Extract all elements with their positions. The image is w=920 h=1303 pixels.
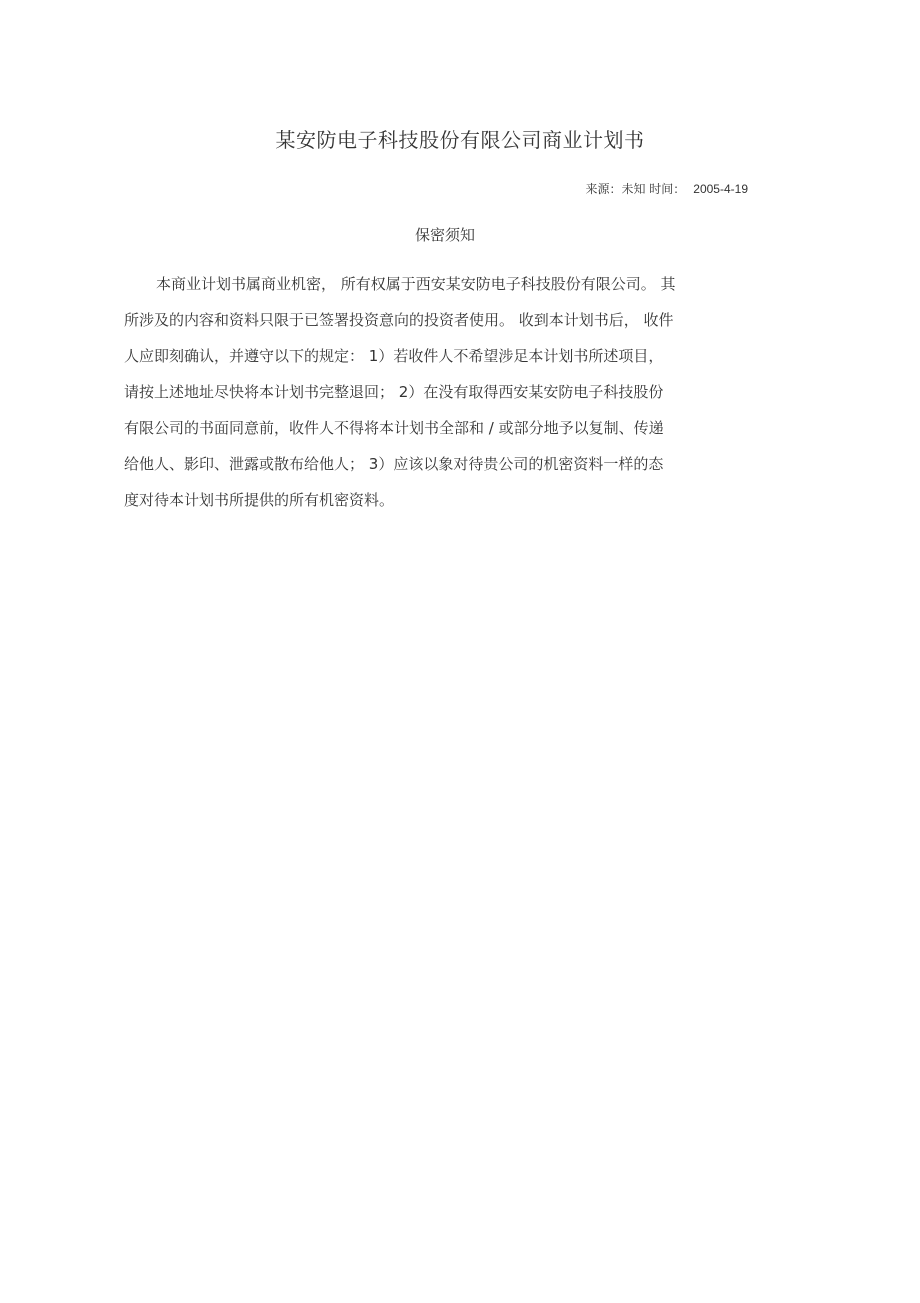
paragraph-line: 请按上述地址尽快将本计划书完整退回； 2）在没有取得西安某安防电子科技股份 — [124, 383, 664, 401]
paragraph-line: 给他人、影印、泄露或散布给他人； 3）应该以象对待贵公司的机密资料一样的态 — [124, 455, 664, 473]
paragraph-line: 本商业计划书属商业机密， 所有权属于西安某安防电子科技股份有限公司。 其 — [156, 275, 676, 293]
section-title: 保密须知 — [414, 226, 475, 244]
document-title: 某安防电子科技股份有限公司商业计划书 — [275, 128, 645, 152]
paragraph-line: 有限公司的书面同意前，收件人不得将本计划书全部和 / 或部分地予以复制、传递 — [124, 419, 664, 437]
paragraph-line: 人应即刻确认，并遵守以下的规定： 1）若收件人不希望涉足本计划书所述项目， — [124, 347, 664, 365]
source-and-date — [585, 180, 748, 197]
paragraph-line: 度对待本计划书所提供的所有机密资料。 — [124, 491, 395, 509]
confidentiality-paragraph — [124, 266, 734, 518]
publish-date: 2005-4-19 — [693, 182, 748, 196]
source-label: 来源：未知 时间： — [585, 182, 686, 196]
paragraph-line: 所涉及的内容和资料只限于已签署投资意向的投资者使用。 收到本计划书后， 收件 — [124, 311, 674, 329]
